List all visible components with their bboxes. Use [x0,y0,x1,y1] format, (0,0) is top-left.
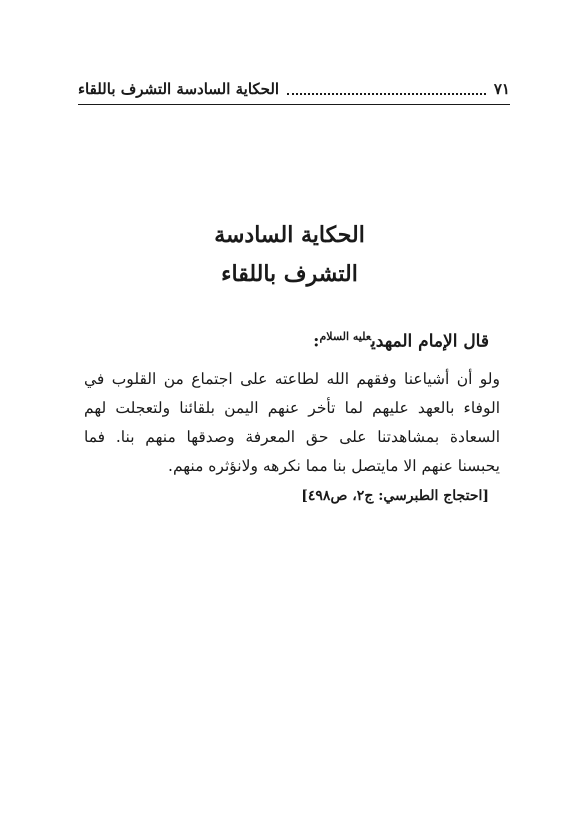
chapter-subtitle: التشرف باللقاء [221,261,358,287]
body-paragraph: ولو أن أشياعنا وفقهم الله لطاعته على اجتماع من القلوب في الوفاء بالعهد عليهم لما تأخر عنهم اليمن بلقائنا ولتعجلت لهم السعادة بمشاهدتنا على حق المعرفة وصدقها منهم بنا. فما يحبسنا عنهم الا مايتصل بنا مما نكرهه ولانؤثره منهم. [84,370,500,475]
chapter-title: الحكاية السادسة [214,222,365,248]
running-header-title: الحكاية السادسة التشرف باللقاء [78,80,280,98]
page-number: ٧١ [493,80,510,98]
section-heading-colon: : [313,331,320,352]
header-dot-leader [287,83,486,95]
honorific-mark: عليه السلام [319,330,372,343]
source-citation: [احتجاج الطبرسي: ج٢، ص٤٩٨] [301,488,489,504]
section-heading-text: قال الإمام المهدي [371,331,489,352]
section-heading [313,330,489,352]
header-rule [78,104,510,105]
running-header [78,78,510,100]
